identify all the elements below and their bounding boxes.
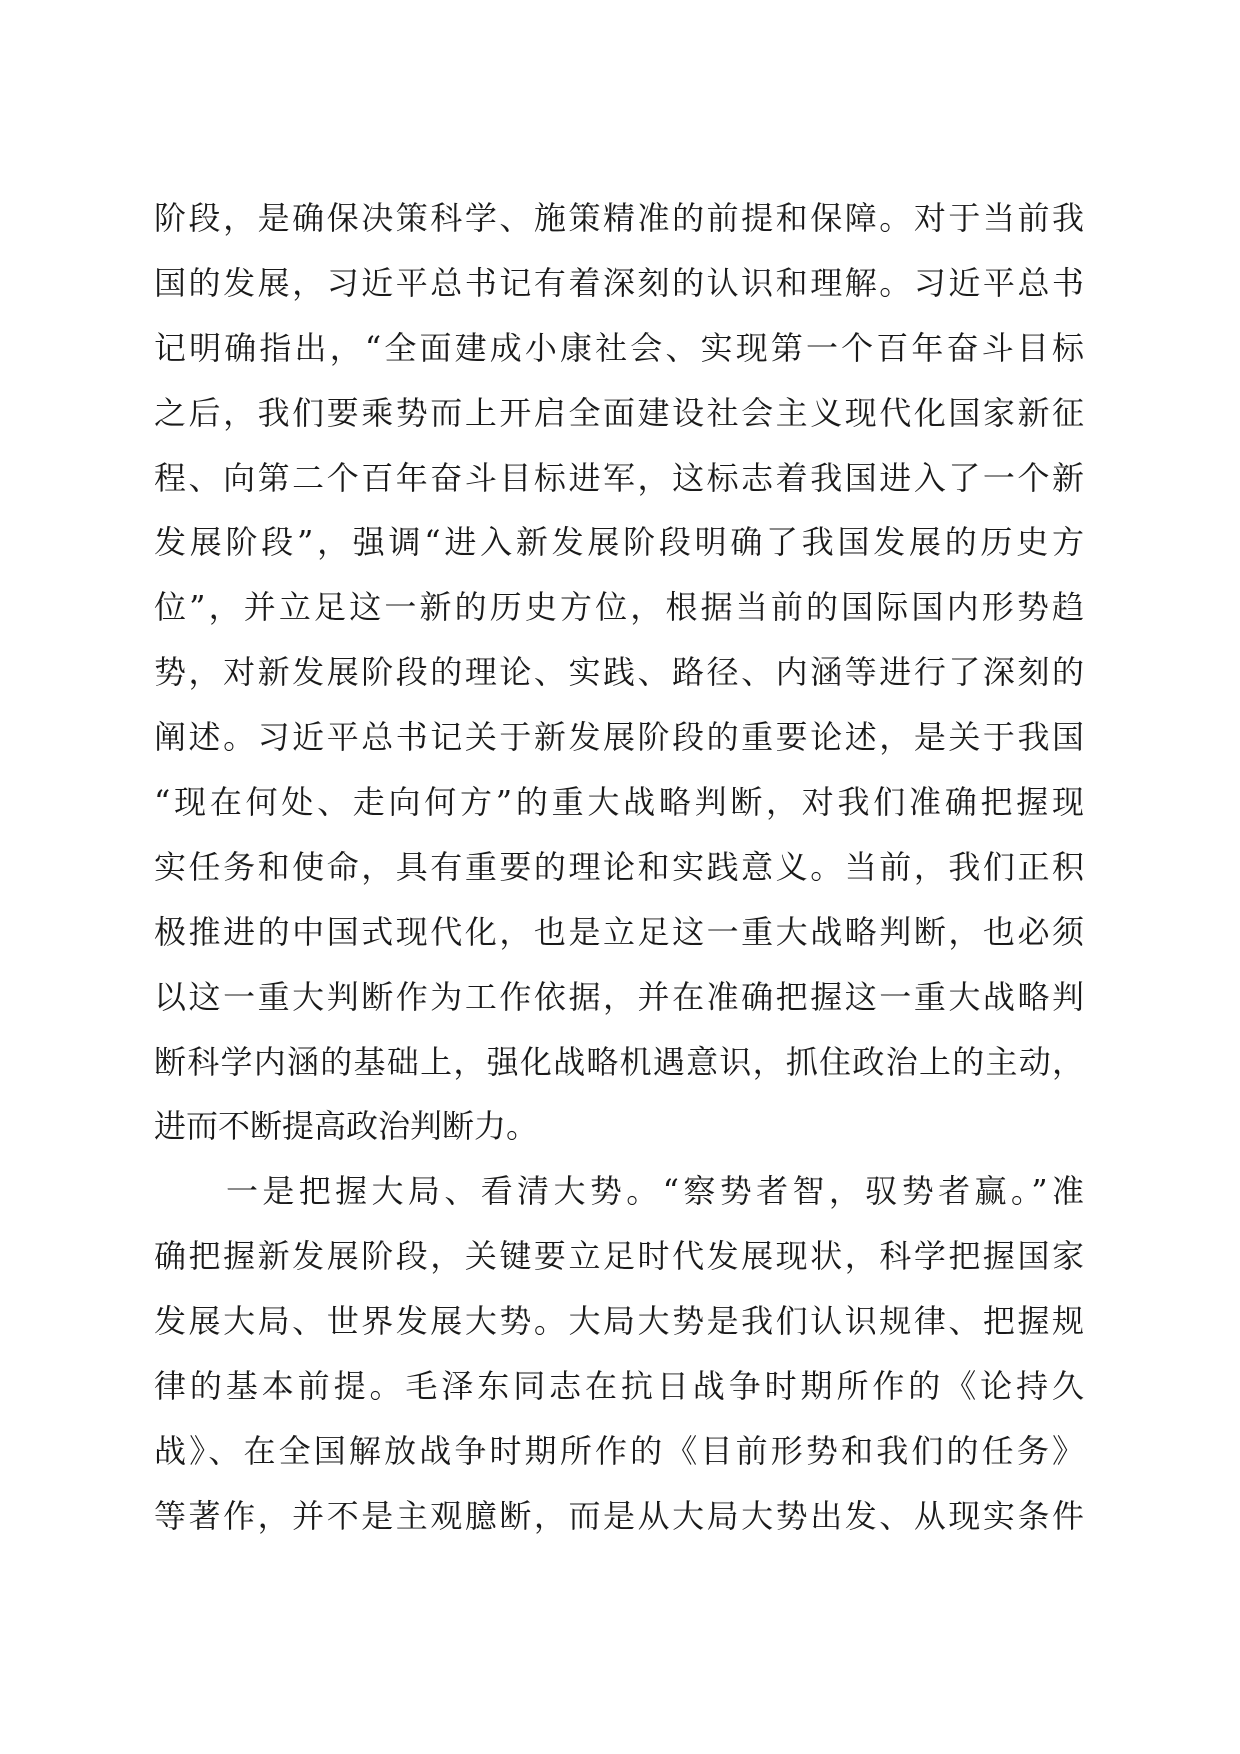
paragraph-start-line: 一是把握大局、看清大势。“察势者智，驭势者赢。”准 [226,1172,1084,1211]
text-line: 阐述。习近平总书记关于新发展阶段的重要论述，是关于我国 [154,718,1084,757]
text-line: 势，对新发展阶段的理论、实践、路径、内涵等进行了深刻的 [154,653,1084,692]
body-text [154,186,1084,1549]
text-line: 等著作，并不是主观臆断，而是从大局大势出发、从现实条件 [154,1496,1084,1535]
text-line: 国的发展，习近平总书记有着深刻的认识和理解。习近平总书 [154,263,1084,302]
text-line: 阶段，是确保决策科学、施策精准的前提和保障。对于当前我 [154,199,1084,237]
text-line: 程、向第二个百年奋斗目标进军，这标志着我国进入了一个新 [154,458,1084,497]
text-line: 极推进的中国式现代化，也是立足这一重大战略判断，也必须 [154,912,1084,951]
text-line: 记明确指出，“全面建成小康社会、实现第一个百年奋斗目标 [154,328,1084,367]
paragraph-end-line: 进而不断提高政治判断力。 [154,1107,539,1146]
text-line: 断科学内涵的基础上，强化战略机遇意识，抓住政治上的主动， [154,1042,1084,1081]
text-line: 之后，我们要乘势而上开启全面建设社会主义现代化国家新征 [154,393,1084,432]
text-line: 以这一重大判断作为工作依据，并在准确把握这一重大战略判 [154,977,1084,1016]
text-line: “现在何处、走向何方”的重大战略判断，对我们准确把握现 [154,783,1084,822]
text-line: 律的基本前提。毛泽东同志在抗日战争时期所作的《论持久 [154,1367,1084,1406]
text-line: 确把握新发展阶段，关键要立足时代发展现状，科学把握国家 [154,1237,1084,1276]
text-line: 发展阶段”，强调“进入新发展阶段明确了我国发展的历史方 [154,523,1084,562]
text-line: 发展大局、世界发展大势。大局大势是我们认识规律、把握规 [154,1302,1084,1341]
text-line: 战》、在全国解放战争时期所作的《目前形势和我们的任务》 [154,1431,1084,1470]
text-line: 实任务和使命，具有重要的理论和实践意义。当前，我们正积 [154,847,1084,886]
text-line: 位”，并立足这一新的历史方位，根据当前的国际国内形势趋 [154,588,1084,627]
